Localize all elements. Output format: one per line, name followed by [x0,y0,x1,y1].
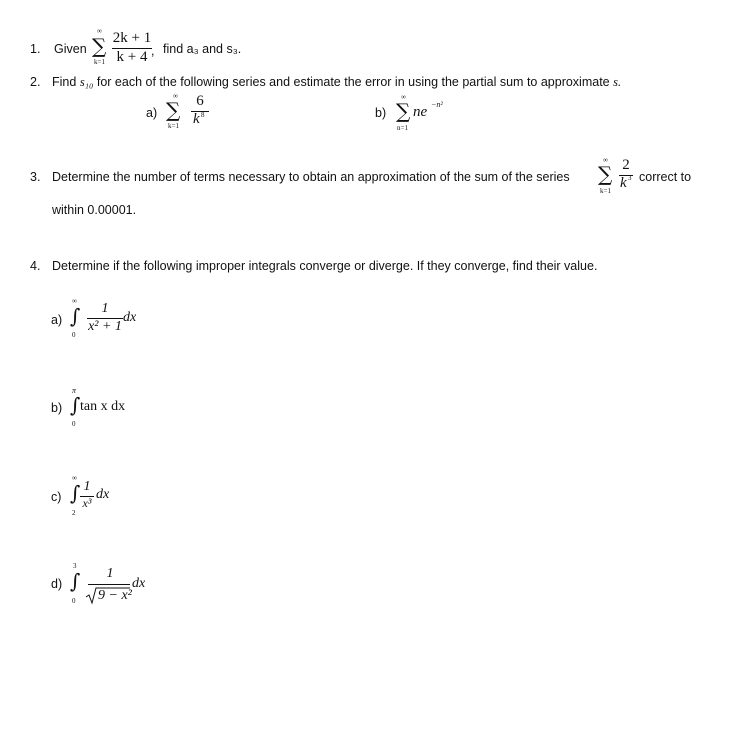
q1-number: 1. [30,42,41,56]
q1-denominator: k + 4 [116,49,148,65]
q4-d-denominator: 9 − x² [98,588,132,603]
q4-b-integrand: tan x dx [80,399,126,414]
q1-sum-upper: ∞ [97,27,102,35]
q3-after: correct to [639,170,692,184]
q2-number: 2. [30,75,41,89]
q4-c-numerator: 1 [83,479,91,494]
q4-c-label: c) [51,490,62,504]
q4-d-fraction-bar [88,584,130,585]
q3-den-base: k [620,175,627,191]
q4-c-upper: ∞ [72,474,77,482]
q2-a-sigma-icon: ∑ [166,98,181,122]
q4-c-dx: dx [96,487,110,502]
q2-b-sum-upper: ∞ [401,93,406,101]
q4-a-label: a) [51,313,63,327]
q3-line2: within 0.00001. [52,203,137,217]
q2-b-term: ne [413,104,428,120]
q4-c-integral-icon: ∫ [70,481,81,505]
q2-a-den-exp: 8 [201,111,205,119]
q4-c-lower: 2 [72,509,76,517]
q3-sum-upper: ∞ [603,156,608,164]
q4-text: Determine if the following improper integrals converge or diverge. If they converge, find their value. [52,259,598,273]
q3-sum-lower: k=1 [600,187,611,195]
q4-a-lower: 0 [72,331,76,339]
q4-c-denominator: x³ [82,496,92,510]
q2-s-var: s. [613,75,622,89]
q4-d-integral-icon: ∫ [70,569,81,593]
q4-a-denominator: x² + 1 [88,319,122,334]
q2-b-sigma-icon: ∑ [396,99,411,123]
q4-b-label: b) [51,401,63,415]
q1-sum-lower: k=1 [94,58,105,66]
q2-line [52,75,621,90]
q4-number: 4. [30,259,41,273]
q4-a-numerator: 1 [101,301,109,316]
q2-a-numerator: 6 [196,93,204,109]
q2-s10: s₁₀ [79,75,94,89]
q4-a-dx: dx [123,310,137,325]
q1-sigma-icon: ∑ [92,34,107,58]
q4-a-upper: ∞ [72,297,77,305]
q4-d-label: d) [51,577,63,591]
q3-text: Determine the number of terms necessary to obtain an approximation of the sum of the series [52,170,570,184]
q4-b-integral-icon: ∫ [70,393,81,417]
q2-b-label: b) [375,106,387,120]
q2-a-label: a) [146,106,158,120]
q1-find-text: find a₃ and s₃. [163,42,242,56]
q2-text-before: Find [52,75,77,89]
q2-a-den-base: k [193,111,200,127]
q2-text-after: for each of the following series and estimate the error in using the partial sum to approximate [96,75,610,89]
q3-den-exp: 3 [628,174,632,182]
q2-a-sum-lower: k=1 [168,122,179,130]
q1-given: Given [54,42,87,56]
q3-numerator: 2 [622,157,630,173]
q4-d-dx: dx [132,576,146,591]
q3-number: 3. [30,170,41,184]
q4-d-numerator: 1 [106,566,114,581]
q1-numerator: 2k + 1 [112,30,152,46]
q2-b-sum-lower: n=1 [397,124,408,132]
q3-sigma-icon: ∑ [598,162,613,186]
q4-d-lower: 0 [72,597,76,605]
q4-d-upper: 3 [73,562,77,570]
q4-b-upper: π [72,386,77,395]
q4-a-integral-icon: ∫ [70,304,81,328]
q1-comma: , [151,44,155,58]
q2-a-sum-upper: ∞ [173,92,178,100]
q4-b-lower: 0 [72,420,76,428]
q2-b-exponent: −n² [431,100,443,109]
